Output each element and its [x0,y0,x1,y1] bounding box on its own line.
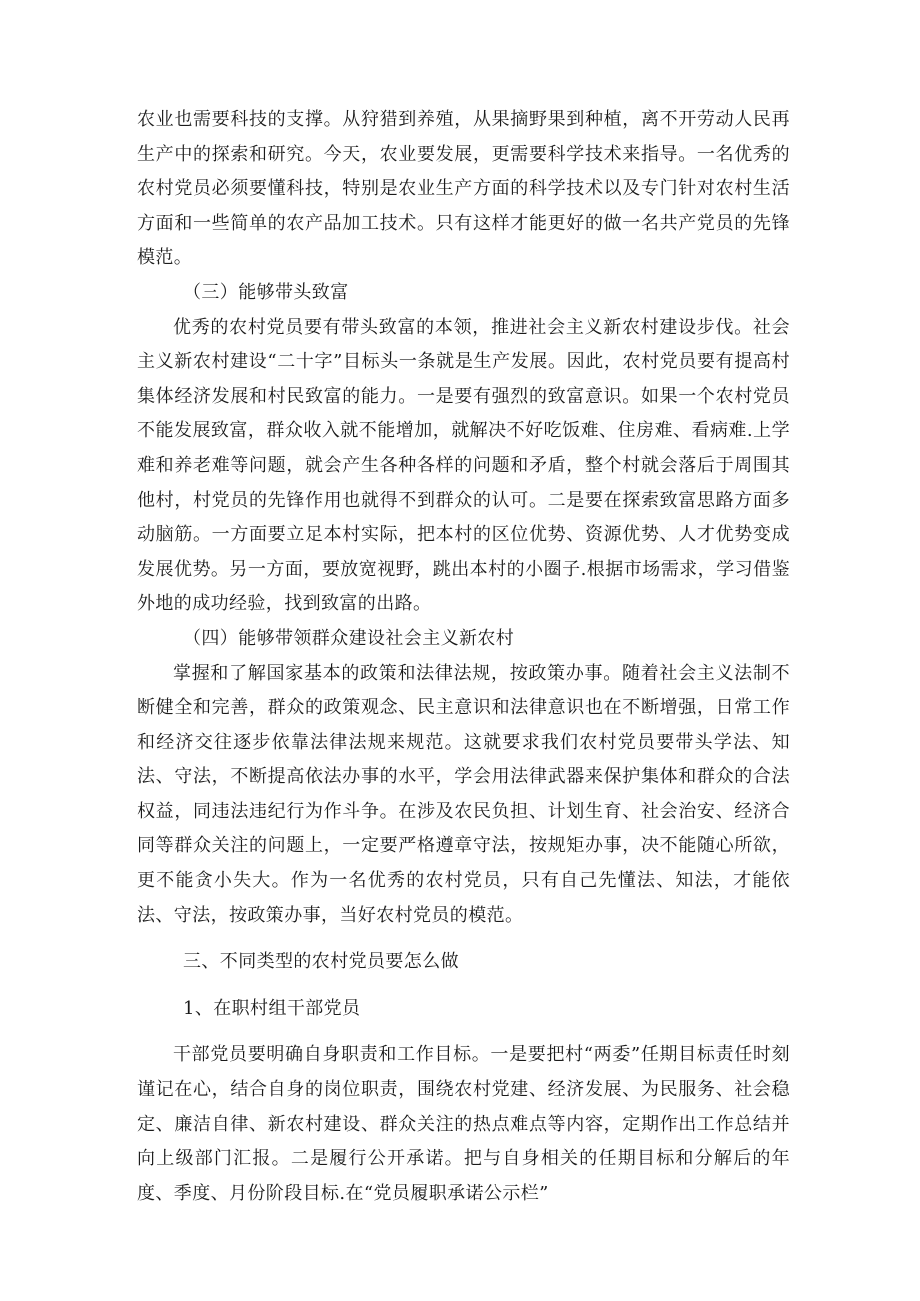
section-heading-party-member-types: 三、不同类型的农村党员要怎么做 [183,951,459,973]
paragraph-cadre-duties: 干部党员要明确自身职责和工作目标。一是要把村“两委”任期目标责任时刻谨记在心，结合自身的岗位职责，围绕农村党建、经济发展、为民服务、社会稳定、廉洁自律、新农村建设、群众关注的热点难点等内容，定期作出工作总结并向上级部门汇报。二是履行公开承诺。把与自身相关的任期目标和分解后的年度、季度、月份阶段目标.在“党员履职承诺公示栏” [137,1044,790,1204]
paragraph-law-policy: 掌握和了解国家基本的政策和法律法规，按政策办事。随着社会主义法制不断健全和完善，群众的政策观念、民主意识和法律意识也在不断增强，日常工作和经济交往逐步依靠法律法规来规范。这就要求我们农村党员要带头学法、知法、守法，不断提高依法办事的水平，学会用法律武器来保护集体和群众的合法权益，同违法违纪行为作斗争。在涉及农民负担、计划生育、社会治安、经济合同等群众关注的问题上，一定要严格遵章守法，按规矩办事，决不能随心所欲，更不能贪小失大。作为一名优秀的农村党员，只有自己先懂法、知法，才能依法、守法，按政策办事，当好农村党员的模范。 [137,662,790,926]
document-page [137,103,790,1211]
paragraph-agri-tech: 农业也需要科技的支撑。从狩猎到养殖，从果摘野果到种植，离不开劳动人民再生产中的探索和研究。今天，农业要发展，更需要科学技术来指导。一名优秀的农村党员必须要懂科技，特别是农业生产方面的科学技术以及专门针对农村生活方面和一些简单的农产品加工技术。只有这样才能更好的做一名共产党员的先锋模范。 [137,109,790,269]
heading-lead-new-countryside: （四）能够带领群众建设社会主义新农村 [183,627,515,649]
heading-lead-prosperity: （三）能够带头致富 [183,281,349,303]
paragraph-lead-prosperity: 优秀的农村党员要有带头致富的本领，推进社会主义新农村建设步伐。社会主义新农村建设“二十字”目标头一条就是生产发展。因此，农村党员要有提高村集体经济发展和村民致富的能力。一是要有强烈的致富意识。如果一个农村党员不能发展致富，群众收入就不能增加，就解决不好吃饭难、住房难、看病难.上学难和养老难等问题，就会产生各种各样的问题和矛盾，整个村就会落后于周围其他村，村党员的先锋作用也就得不到群众的认可。二是要在探索致富思路方面多动脑筋。一方面要立足本村实际，把本村的区位优势、资源优势、人才优势变成发展优势。另一方面，要放宽视野，跳出本村的小圈子.根据市场需求，学习借鉴外地的成功经验，找到致富的出路。 [137,316,790,615]
subheading-cadre-members: 1、在职村组干部党员 [183,997,361,1019]
